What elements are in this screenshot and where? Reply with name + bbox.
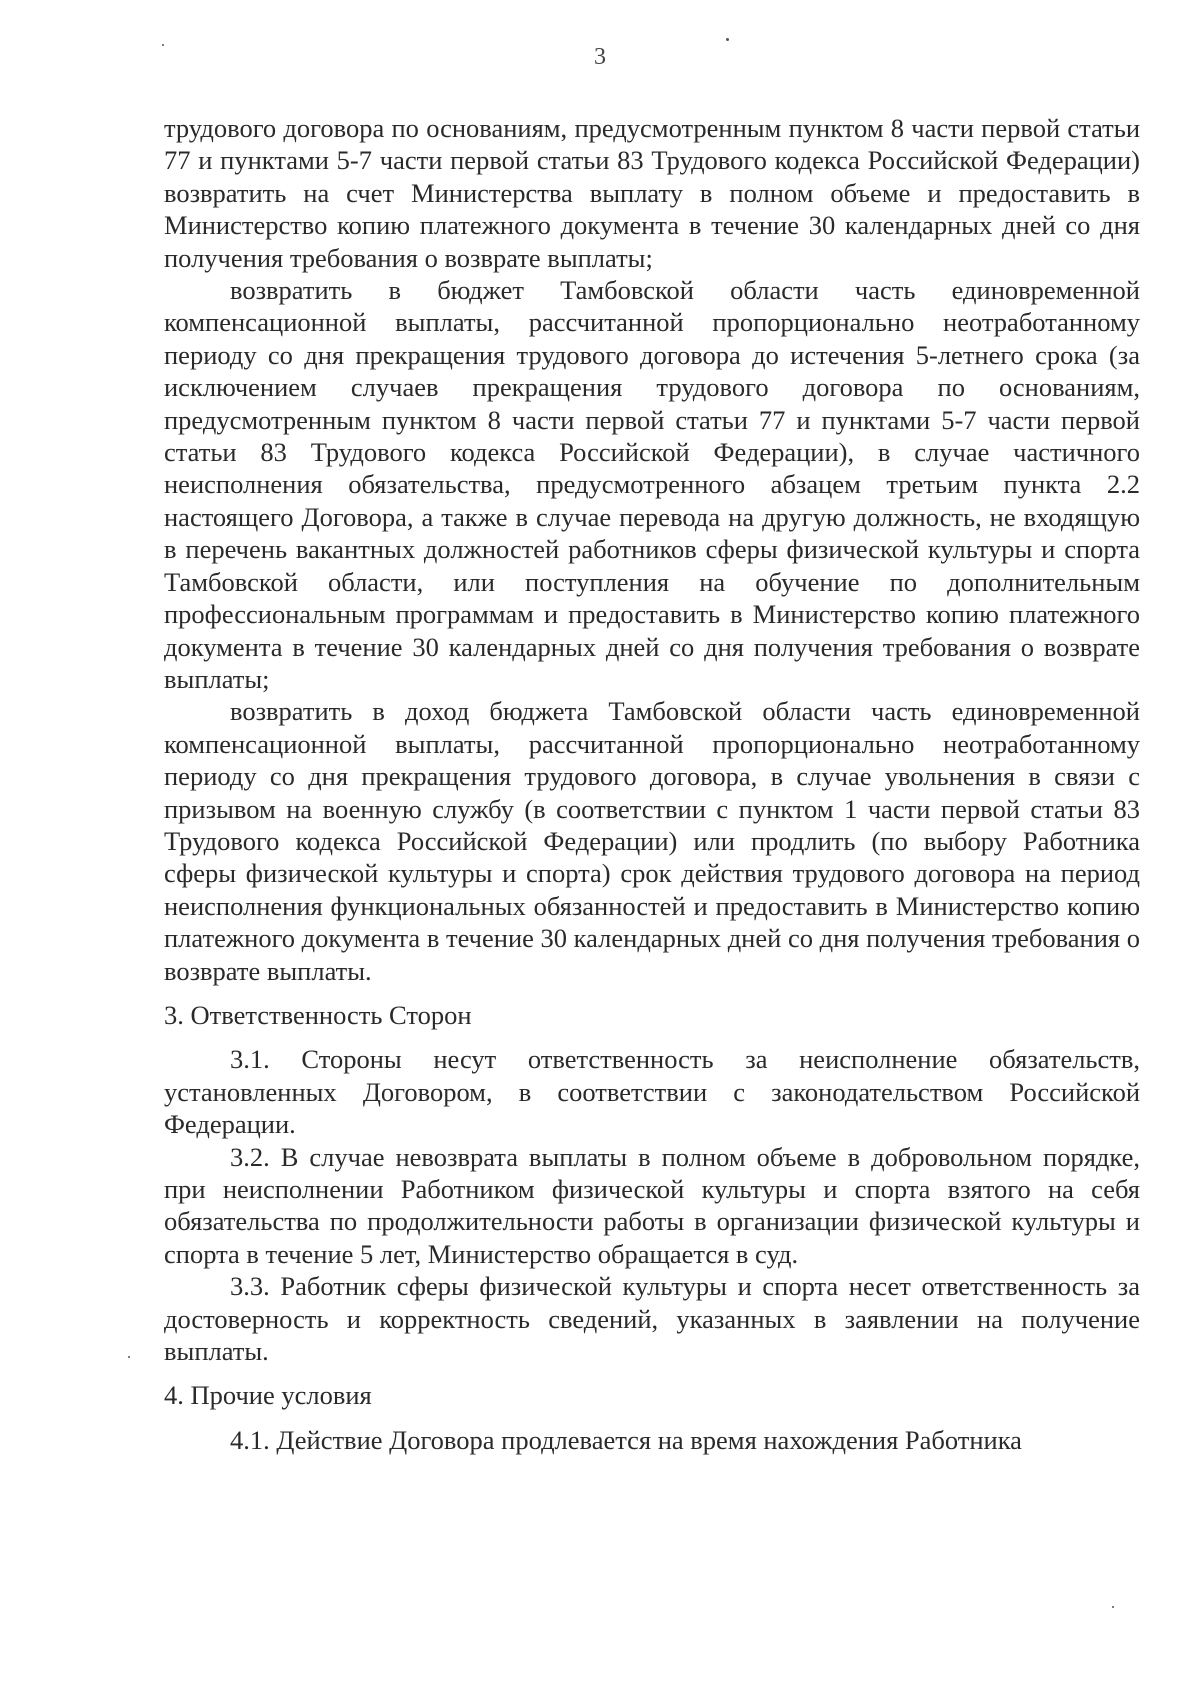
clause-4-1: 4.1. Действие Договора продлевается на время нахождения Работника (230, 1424, 1022, 1455)
clause-3-2: 3.2. В случае невозврата выплаты в полном объеме в добровольном порядке, при неисполнении Работником физической культуры и спорта взятого на себя обязательства по продолжительности работы в организации физической культуры и спорта в течение 5 лет, Министерство обращается в суд. (164, 1141, 1140, 1269)
section-heading-responsibility: 3. Ответственность Сторон (164, 999, 472, 1030)
document-body (164, 112, 1140, 1456)
clause-3-1: 3.1. Стороны несут ответственность за неисполнение обязательств, установленных Договором, в соответствии с законодательством Российской Федерации. (164, 1044, 1140, 1140)
clause-3-3: 3.3. Работник сферы физической культуры и спорта несет ответственность за достоверность и корректность сведений, указанных в заявлении на получение выплаты. (164, 1271, 1140, 1367)
paragraph-return-income: возвратить в доход бюджета Тамбовской области часть единовременной компенсационной выплаты, рассчитанной пропорционально неотработанному периоду со дня прекращения трудового договора, в случае увольнения в связи с призывом на военную службу (в соответствии с пунктом 1 части первой статьи 83 Трудового кодекса Российской Федерации) или продлить (по выбору Работника сферы физической культуры и спорта) срок действия трудового договора на период неисполнения функциональных обязанностей и предоставить в Министерство копию платежного документа в течение 30 календарных дней со дня получения требования о возврате выплаты. (164, 696, 1140, 986)
scan-speck (1112, 1606, 1114, 1608)
page-number: 3 (594, 44, 606, 70)
paragraph-return-budget: возвратить в бюджет Тамбовской области часть единовременной компенсационной выплаты, рассчитанной пропорционально неотработанному периоду со дня прекращения трудового договора до истечения 5-летнего срока (за исключением случаев прекращения трудового договора по основаниям, предусмотренным пунктом 8 части первой статьи 77 и пунктами 5-7 части первой статьи 83 Трудового кодекса Российской Федерации), в случае частичного неисполнения обязательства, предусмотренного абзацем третьим пункта 2.2 настоящего Договора, а также в случае перевода на другую должность, не входящую в перечень вакантных должностей работников сферы физической культуры и спорта Тамбовской области, или поступления на обучение по дополнительным профессиональным программам и предоставить в Министерство копию платежного документа в течение 30 календарных дней со дня получения требования о возврате выплаты; (164, 275, 1140, 694)
paragraph-continuation: трудового договора по основаниям, предусмотренным пунктом 8 части первой статьи 77 и пунктами 5-7 части первой статьи 83 Трудового кодекса Российской Федерации) возвратить на счет Министерства выплату в полном объеме и предоставить в Министерство копию платежного документа в течение 30 календарных дней со дня получения требования о возврате выплаты; (164, 113, 1140, 273)
section-heading-other-terms: 4. Прочие условия (164, 1380, 372, 1411)
scan-speck (162, 44, 164, 46)
scan-speck (128, 1356, 130, 1358)
scan-speck (726, 38, 729, 41)
